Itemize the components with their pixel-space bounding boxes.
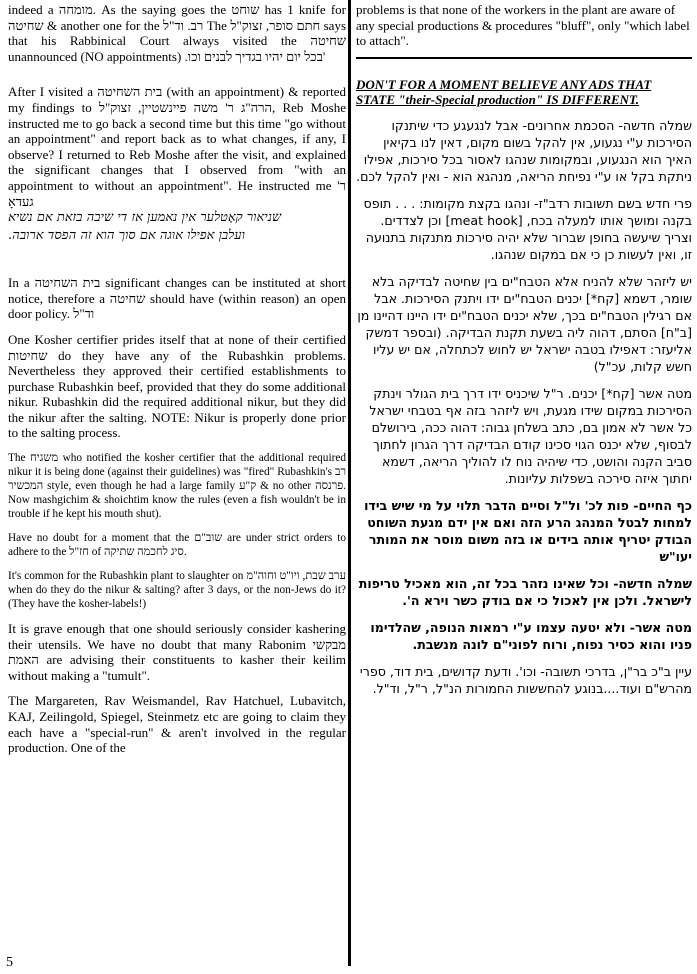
left-column (8, 2, 346, 756)
handwritten-line: ועלבן אפילו אוגה אם סוך הוא זה הפסד ארובה. (8, 228, 245, 244)
left-paragraph: It's common for the Rubashkin plant to slaughter on ערב שבת, ויו"ט וחוה"מ when do they do the nikur & salting? after 3 days, or the non-Jews do it? (They have the kosher-labels!) (8, 570, 346, 611)
page-number: 5 (6, 955, 13, 970)
hebrew-paragraph: פרי חדש בשם תשובות רדב"ז- ונהגו בקצת מקומות: . . . תופס בקנה ומושך אותו למעלה בכח, [meat hook] וכן לצדדים. וצריך שיעשה בחופן שברור שלא יהיה סירכות מתנקות בתנועה זו, ואין לעשות כן כי אם במקום שנהגו. (363, 195, 692, 262)
handwritten-line: שניאור קאָטלער אין נאמען אז די שיבה בזאת אם נשיא (8, 210, 282, 226)
hebrew-paragraph: כף החיים- פות לכ' ול"ל וסיים הדבר תלוי על מי שיש בידו למחות לבטל המנהג הרע הזה ואם אין ידם מגעת השוחט הבודק יטריף אותה בידים או בזה משום מוסר את המותר יעו"ש (364, 497, 692, 564)
left-paragraph: Have no doubt for a moment that the שוב"ם are under strict orders to adhere to the חז"ל of סיג לחכמה שתיקה. (8, 532, 346, 559)
left-paragraph: One Kosher certifier prides itself that at none of their certified שחיטות do they have any of the Rubashkin problems. Nevertheless they approved their certified establishments to purchase Rubashkin beef, provided that they do some additional nikur. Rubashkin did the required additional nikur, but they did the nikur after the salting. NOTE: Nikur is properly done prior to the salting process. (8, 331, 346, 441)
left-paragraph: The משגיח who notified the kosher certifier that the additional required nikur it is being done (against their guidelines) was "fired" Rubashkin's רב המכשיר style, even though he had a large family ק"ע & no other פרנסה. Now mashgichim & shoichtim know the rules (even a fish wouldn't be in trouble if he kept his mouth shut). (8, 452, 347, 521)
horizontal-rule (356, 57, 692, 59)
section-heading: DON'T FOR A MOMENT BELIEVE ANY ADS THAT STATE "their-Special production" IS DIFFERENT. (356, 76, 652, 107)
hebrew-paragraph: מטה אשר- ולא יטעה עצמו ע"י רמאות הנופה, שהלדימו פניו והוא כסיר נפוח, ורוח לפוני"ם לונה מנשבת. (370, 619, 692, 652)
hebrew-paragraph: יש ליזהר שלא להניח אלא הטבח"ים בין שחיטה לבדיקה בלא שומר, דשמא [קח*] יכנים הטבח"ים ידו ויתנק הסירכות. אבל אם רגילין הטבח"ים בכך, שלא יכנים הטבח"ים ידו היינו דהיינו מן [ב"ח] הסתם, דהוה ליה בשעת תקנת הבדיקה. (ובספר דמשק אליעזר: דאפילו בטבה ישראל יש לחוש לכתחלה, אם יש עליו חשש קלות, עכ"ל) (357, 273, 692, 374)
column-divider (348, 0, 351, 966)
left-paragraph: indeed a מומחה. As the saying goes the שוחט has 1 knife for שחיטה & another one for the רב. וד"ל The חתם סופר, זצוק"ל says that his Rabbinical Court always visited the שחיטה unannounced (NO appointments) .בכל יום יהיו בגדיך לבנים וכו' (8, 2, 347, 64)
right-paragraph: problems is that none of the workers in the plant are aware of any special productions & procedures "bluff", only "which label to attach". (356, 2, 690, 49)
hebrew-paragraph: עיין ב"כ בר"ן, בדרכי תשובה- וכו'. ודעת קדושים, בית דוד, ספרי מהרש"ם ועוד....בנוגע להחששות החמורות הנ"ל, ר"ל, וד"ל. (359, 663, 692, 696)
right-column (356, 2, 692, 697)
hebrew-paragraph: מטה אשר [קח*] יכנים. ר"ל שיכניס ידו דרך בית הגולר וינתק הסירכות במקום שידו מגעת, ויש ליזהר בזה אף בטבחי ישראל כל אשר לא אמון בם, כתב בשלחן גבוה: דהוה ככה, בירושלם לבסוף, שלא יכנס הגוי סכינו קודם הבדיקה דרך הגרון לחתוך סביב הקנה והושט, כדי שיהיה נוח לו להוליך הריאה, דשמא יחתוך איזה סירכה בשפלות עליונות. (369, 385, 692, 486)
left-paragraph: In a בית השחיטה significant changes can be instituted at short notice, therefore a שחיטה should have (within reason) an open door policy. וד"ל (8, 275, 346, 322)
hebrew-paragraph: שמלה חדשה- הסכמת אחרונים- אבל לנגעגע כדי שיתנקו הסירכות ע"י נגעוע, אין להקל בשום מקום, דאין לנו בקיאין האיך הוא הנגעוע, ובמקומות שנהגו לאסור בכל סירכות, אפילו ניתקת בקל או ע"י נפיחת הריאה, מנהגא הוא - ואין להקל לכם. (356, 117, 692, 184)
hebrew-paragraph: שמלה חדשה- וכל שאינו נזהר בכל זה, הוא מאכיל טריפות לישראל. ולכן אין לאכול כי אם בודק כשר וירא ה'. (358, 575, 692, 608)
left-paragraph: It is grave enough that one should seriously consider kashering their utensils. We have no doubt that many Rabonim מבקשי האמת are advising their constituents to kasher their keilim without making a "tumult". (8, 621, 346, 683)
left-paragraph: After I visited a בית השחיטה (with an appointment) & reported my findings to הרה"ג ר' משה פיינשטיין, זצוק"ל, Reb Moshe instructed me to go back a second time but this time "go without an appointment" and report back as to what changes, if any, I observe? I returned to Reb Moshe after the visit, and explained the significant changes that I observed from "with an appointment to without an appointment". He instructed me ר' געדאָ (8, 84, 346, 209)
left-paragraph: The Margareten, Rav Weismandel, Rav Hatchuel, Lubavitch, KAJ, Zeilingold, Spiegel, Steinmetz etc are going to claim they each have a "special-run" & aren't involved in the regular production. One of the (8, 693, 346, 756)
